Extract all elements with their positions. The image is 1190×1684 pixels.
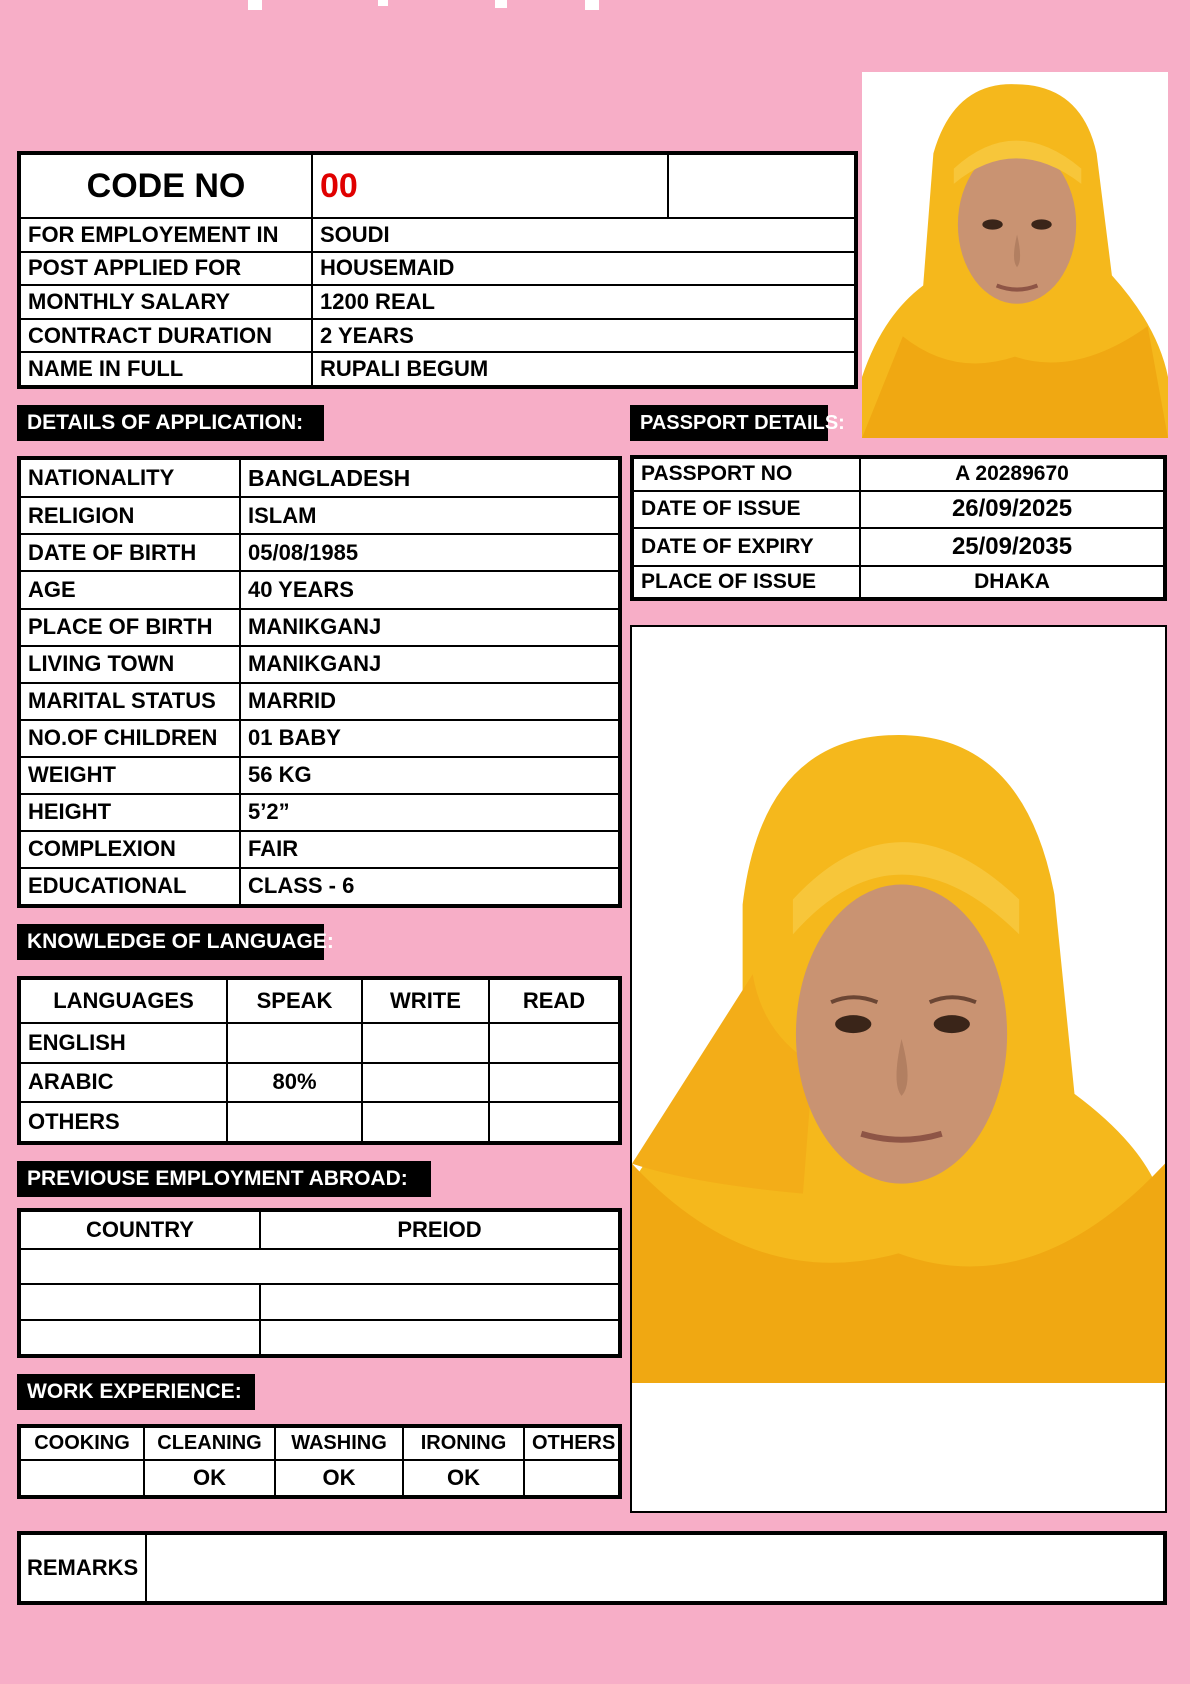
- lang-read: [489, 1102, 619, 1142]
- header-label: NAME IN FULL: [20, 352, 312, 386]
- detail-value: FAIR: [240, 831, 619, 868]
- work-title: WORK EXPERIENCE:: [17, 1374, 255, 1410]
- detail-label: AGE: [20, 571, 240, 608]
- work-value: [20, 1460, 144, 1496]
- detail-value: BANGLADESH: [240, 459, 619, 497]
- lang-name: ARABIC: [20, 1063, 227, 1103]
- lang-header: LANGUAGES: [20, 979, 227, 1023]
- detail-value: 56 KG: [240, 757, 619, 794]
- previous-period-cell: [260, 1320, 619, 1355]
- lang-read: [489, 1023, 619, 1063]
- details-table: [17, 456, 622, 908]
- lang-write: [362, 1023, 489, 1063]
- code-label: CODE NO: [20, 154, 312, 218]
- lang-write: [362, 1102, 489, 1142]
- passport-table: [630, 455, 1167, 601]
- lang-name: ENGLISH: [20, 1023, 227, 1063]
- lang-header: WRITE: [362, 979, 489, 1023]
- top-fleck: [378, 0, 388, 6]
- detail-value: 40 YEARS: [240, 571, 619, 608]
- header-label: MONTHLY SALARY: [20, 285, 312, 319]
- lang-speak: [227, 1023, 362, 1063]
- passport-label: DATE OF ISSUE: [633, 491, 860, 529]
- header-value: RUPALI BEGUM: [312, 352, 855, 386]
- work-value: OK: [403, 1460, 524, 1496]
- remarks-label: REMARKS: [20, 1534, 146, 1602]
- header-value: HOUSEMAID: [312, 252, 855, 286]
- lang-speak: 80%: [227, 1063, 362, 1103]
- previous-country-cell: [20, 1320, 260, 1355]
- passport-value: 25/09/2035: [860, 528, 1164, 566]
- detail-label: COMPLEXION: [20, 831, 240, 868]
- work-header: IRONING: [403, 1427, 524, 1460]
- lang-speak: [227, 1102, 362, 1142]
- lang-name: OTHERS: [20, 1102, 227, 1142]
- detail-label: PLACE OF BIRTH: [20, 609, 240, 646]
- header-label: CONTRACT DURATION: [20, 319, 312, 353]
- top-fleck: [248, 0, 262, 10]
- previous-row: [20, 1249, 619, 1284]
- applicant-photo-large: [632, 735, 1165, 1383]
- previous-period-cell: [260, 1284, 619, 1319]
- header-label: POST APPLIED FOR: [20, 252, 312, 286]
- passport-label: DATE OF EXPIRY: [633, 528, 860, 566]
- passport-title: PASSPORT DETAILS:: [630, 405, 828, 441]
- detail-value: 5’2”: [240, 794, 619, 831]
- lang-header: READ: [489, 979, 619, 1023]
- work-value: OK: [144, 1460, 275, 1496]
- detail-label: RELIGION: [20, 497, 240, 534]
- work-header: WASHING: [275, 1427, 403, 1460]
- code-value: 00: [312, 154, 668, 218]
- detail-label: NATIONALITY: [20, 459, 240, 497]
- passport-label: PASSPORT NO: [633, 458, 860, 491]
- remarks-table: [17, 1531, 1167, 1605]
- code-empty-cell: [668, 154, 855, 218]
- lang-header: SPEAK: [227, 979, 362, 1023]
- detail-value: ISLAM: [240, 497, 619, 534]
- header-value: 2 YEARS: [312, 319, 855, 353]
- detail-value: 01 BABY: [240, 720, 619, 757]
- previous-header: COUNTRY: [20, 1211, 260, 1249]
- detail-label: MARITAL STATUS: [20, 683, 240, 720]
- passport-value: A 20289670: [860, 458, 1164, 491]
- work-value: OK: [275, 1460, 403, 1496]
- detail-label: NO.OF CHILDREN: [20, 720, 240, 757]
- top-fleck: [495, 0, 507, 8]
- passport-value: 26/09/2025: [860, 491, 1164, 529]
- previous-country-cell: [20, 1284, 260, 1319]
- previous-title: PREVIOUSE EMPLOYMENT ABROAD:: [17, 1161, 431, 1197]
- detail-label: HEIGHT: [20, 794, 240, 831]
- detail-label: WEIGHT: [20, 757, 240, 794]
- detail-label: LIVING TOWN: [20, 646, 240, 683]
- detail-value: MARRID: [240, 683, 619, 720]
- detail-label: DATE OF BIRTH: [20, 534, 240, 571]
- lang-write: [362, 1063, 489, 1103]
- header-table: [17, 151, 858, 389]
- work-header: COOKING: [20, 1427, 144, 1460]
- top-fleck: [585, 0, 599, 10]
- detail-value: MANIKGANJ: [240, 609, 619, 646]
- work-table: [17, 1424, 622, 1499]
- header-value: 1200 REAL: [312, 285, 855, 319]
- passport-value: DHAKA: [860, 566, 1164, 599]
- language-title: KNOWLEDGE OF LANGUAGE:: [17, 924, 324, 960]
- detail-value: CLASS - 6: [240, 868, 619, 905]
- work-value: [524, 1460, 619, 1496]
- applicant-photo-small: [862, 72, 1168, 438]
- header-value: SOUDI: [312, 218, 855, 252]
- remarks-value: [146, 1534, 1164, 1602]
- language-table: [17, 976, 622, 1145]
- detail-value: MANIKGANJ: [240, 646, 619, 683]
- detail-value: 05/08/1985: [240, 534, 619, 571]
- detail-label: EDUCATIONAL: [20, 868, 240, 905]
- passport-label: PLACE OF ISSUE: [633, 566, 860, 599]
- lang-read: [489, 1063, 619, 1103]
- header-label: FOR EMPLOYEMENT IN: [20, 218, 312, 252]
- previous-table: [17, 1208, 622, 1358]
- details-title: DETAILS OF APPLICATION:: [17, 405, 324, 441]
- work-header: CLEANING: [144, 1427, 275, 1460]
- work-header: OTHERS: [524, 1427, 619, 1460]
- previous-header: PREIOD: [260, 1211, 619, 1249]
